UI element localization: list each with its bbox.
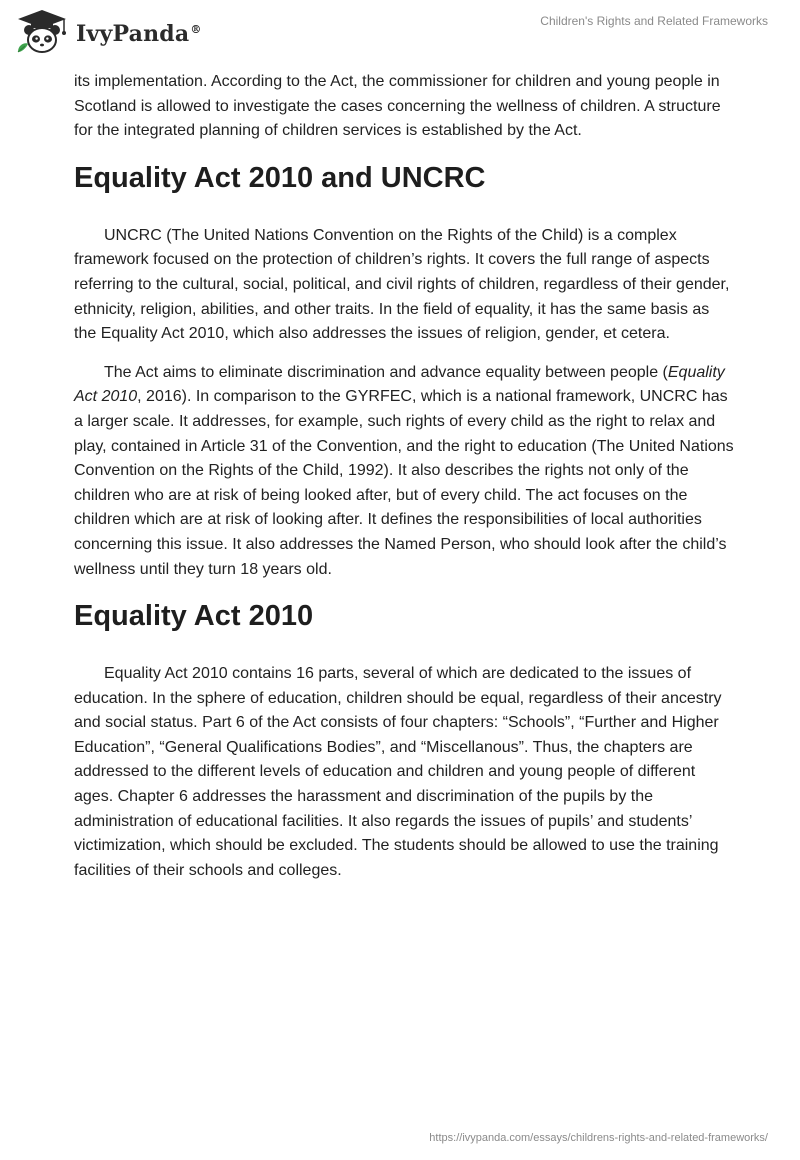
page-header bbox=[0, 0, 800, 60]
site-logo[interactable] bbox=[14, 8, 202, 56]
equality-act-paragraph: Equality Act 2010 contains 16 parts, several of which are dedicated to the issues of education. In the sphere of education, children should be equal, regardless of their ancestry and social status. Part 6 of the Act consists of four chapters: “Schools”, “Further and Higher Education”, “General Qualifications Bodies”, and “Miscellanous”. Thus, the chapters are addressed to the different levels of education and children and young people of different ages. Chapter 6 addresses the harassment and discrimination of the pupils by the administration of educational facilities. It also regards the issues of pupils’ and students’ victimization, which should be excluded. The students should be allowed to use the training facilities of their schools and colleges. bbox=[74, 665, 722, 879]
uncrc-paragraph-1: UNCRC (The United Nations Convention on the Rights of the Child) is a complex framework focused on the protection of children’s rights. It covers the full range of aspects referring to the cultural, social, political, and civil rights of children, regardless of their gender, ethnicity, religion, abilities, and other traits. In the field of equality, it has the same basis as the Equality Act 2010, which also addresses the issues of religion, gender, et cetera. bbox=[74, 226, 730, 343]
section-heading-uncrc: Equality Act 2010 and UNCRC bbox=[74, 161, 486, 194]
citation-italic: Equality Act 2010 bbox=[74, 363, 725, 406]
article-body bbox=[74, 70, 734, 883]
panda-graduate-icon bbox=[14, 8, 70, 56]
footer-url[interactable]: https://ivypanda.com/essays/childrens-rights-and-related-frameworks/ bbox=[429, 1132, 768, 1144]
section-heading-equality-act: Equality Act 2010 bbox=[74, 600, 314, 633]
logo-text: IvyPanda® bbox=[76, 21, 202, 47]
intro-paragraph: its implementation. According to the Act, the commissioner for children and young people in Scotland is allowed to investigate the cases concerning the wellness of children. A structure for the integrated planning of children services is established by the Act. bbox=[74, 73, 721, 140]
uncrc-paragraph-2: The Act aims to eliminate discrimination and advance equality between people (Equality Act 2010, 2016). In comparison to the GYRFEC, which is a national framework, UNCRC has a larger scale. It addresses, for example, such rights of every child as the right to relax and play, contained in Article 31 of the Convention, and the right to education (The United Nations Convention on the Rights of the Child, 1992). It also describes the rights not only of the children who are at risk of being looked after, but of every child. The act focuses on the children which are at risk of looking after. It defines the responsibilities of local authorities concerning this issue. It also addresses the Named Person, who should look after the child’s wellness until they turn 18 years old. bbox=[74, 363, 734, 578]
document-title: Children's Rights and Related Frameworks bbox=[540, 14, 768, 28]
